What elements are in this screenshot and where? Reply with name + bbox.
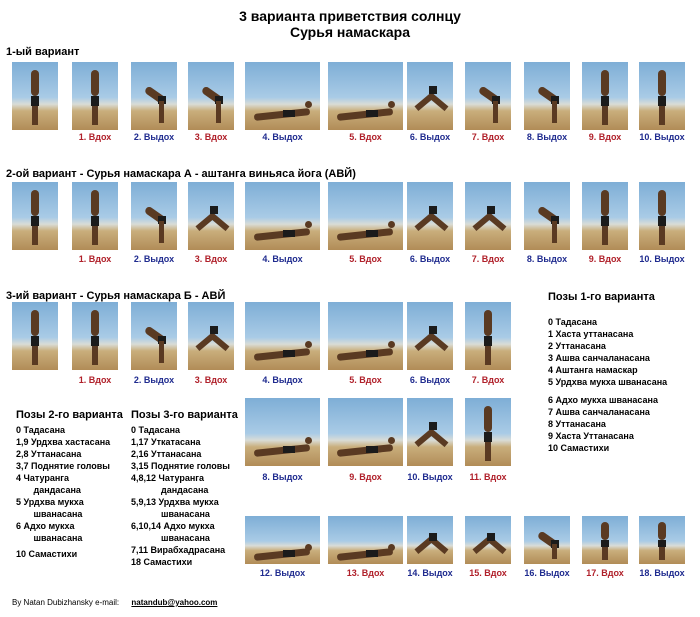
pose-caption: 10. Выдох — [407, 472, 453, 482]
pose-caption: 5. Вдох — [349, 254, 382, 264]
list-item: 18 Самастихи — [131, 557, 193, 567]
pose-caption: 4. Выдох — [262, 375, 303, 385]
pose-caption: 8. Выдох — [526, 254, 568, 264]
pose-caption: 8. Выдох — [262, 472, 303, 482]
pose-caption: 7. Вдох — [471, 254, 505, 264]
pose-caption: 7. Вдох — [471, 375, 505, 385]
list-item: 10 Самастихи — [16, 549, 78, 559]
pose-caption: 9. Вдох — [588, 132, 622, 142]
pose-photo — [582, 182, 628, 250]
pose-photo — [245, 182, 320, 250]
pose-photo — [639, 516, 685, 564]
list-item: 6,10,14 Адхо мукха — [131, 521, 215, 531]
list-item: шванасана — [16, 533, 83, 543]
pose-photo — [639, 62, 685, 130]
section-3-title: 3-ий вариант - Сурья намаскара Б - АВЙ — [6, 290, 226, 302]
pose-photo — [465, 398, 511, 466]
pose-photo — [245, 62, 320, 130]
pose-caption: 4. Выдох — [262, 132, 303, 142]
list-variant-1 — [548, 290, 667, 454]
pose-photo — [245, 516, 320, 564]
list-item: 5 Урдхва мукха — [16, 497, 84, 507]
pose-photo — [12, 182, 58, 250]
pose-photo — [407, 516, 453, 564]
pose-photo — [407, 62, 453, 130]
list-item: дандасана — [16, 485, 81, 495]
pose-caption: 9. Вдох — [349, 472, 382, 482]
pose-caption: 2. Выдох — [133, 375, 175, 385]
pose-caption: 14. Выдох — [407, 568, 453, 578]
list-variant-2 — [16, 408, 123, 560]
section-1-title: 1-ый вариант — [6, 46, 80, 58]
pose-photo — [582, 516, 628, 564]
list-variant-2-heading: Позы 2-го варианта — [16, 409, 123, 421]
list-item: 10 Самастихи — [548, 443, 610, 453]
list-item: 4 Чатуранга — [16, 473, 70, 483]
pose-caption: 13. Вдох — [346, 568, 385, 578]
pose-photo — [465, 182, 511, 250]
list-item: 6 Адхо мукха — [16, 521, 75, 531]
list-item: 2,16 Уттанасана — [131, 449, 202, 459]
pose-photo — [407, 398, 453, 466]
pose-caption: 1. Вдох — [78, 254, 112, 264]
pose-caption: 16. Выдох — [524, 568, 570, 578]
pose-photo — [12, 62, 58, 130]
list-item: 1 Хаста уттанасана — [548, 329, 634, 339]
pose-photo — [12, 302, 58, 370]
list-item: 7 Ашва санчаланасана — [548, 407, 650, 417]
pose-photo — [245, 302, 320, 370]
pose-caption: 1. Вдох — [78, 375, 112, 385]
list-item: 5,9,13 Урдхва мукха — [131, 497, 219, 507]
list-item: 0 Тадасана — [16, 425, 66, 435]
pose-caption: 17. Вдох — [586, 568, 624, 578]
pose-photo — [328, 398, 403, 466]
pose-caption: 1. Вдох — [78, 132, 112, 142]
pose-caption: 3. Вдох — [194, 375, 228, 385]
pose-photo — [465, 62, 511, 130]
pose-photo — [328, 516, 403, 564]
title-line2: Сурья намаскара — [289, 24, 411, 40]
pose-photo — [188, 182, 234, 250]
pose-photo — [639, 182, 685, 250]
pose-photo — [524, 62, 570, 130]
pose-photo — [524, 182, 570, 250]
list-item: 8 Уттанасана — [548, 419, 606, 429]
pose-photo — [245, 398, 320, 466]
title-line1: 3 варианта приветствия солнцу — [239, 8, 461, 24]
pose-photo — [188, 302, 234, 370]
pose-photo — [328, 62, 403, 130]
footer-author: By Natan Dubizhansky e-mail: — [12, 598, 120, 607]
pose-caption: 5. Вдох — [349, 132, 382, 142]
pose-caption: 8. Выдох — [526, 132, 568, 142]
list-variant-1-heading: Позы 1-го варианта — [548, 291, 655, 303]
list-item: 5 Урдхва мукха шванасана — [548, 377, 668, 387]
list-item: дандасана — [131, 485, 209, 495]
list-item: 1,17 Уткатасана — [131, 437, 201, 447]
pose-caption: 10. Выдох — [639, 132, 685, 142]
pose-photo — [188, 62, 234, 130]
pose-caption: 12. Выдох — [259, 568, 306, 578]
pose-caption: 18. Выдох — [639, 568, 685, 578]
pose-caption: 15. Вдох — [469, 568, 507, 578]
list-item: 1,9 Урдхва хастасана — [16, 437, 111, 447]
pose-caption: 6. Выдох — [409, 254, 451, 264]
list-item: 2 Уттанасана — [548, 341, 606, 351]
list-item: 6 Адхо мукха шванасана — [548, 395, 658, 405]
pose-photo — [72, 182, 118, 250]
pose-photo — [465, 516, 511, 564]
pose-photo — [328, 302, 403, 370]
list-variant-3-heading: Позы 3-го варианта — [131, 409, 238, 421]
pose-photo — [407, 302, 453, 370]
pose-photo — [582, 62, 628, 130]
pose-photo — [407, 182, 453, 250]
list-item: 0 Тадасана — [548, 317, 598, 327]
pose-photo — [72, 62, 118, 130]
pose-caption: 9. Вдох — [588, 254, 622, 264]
pose-photo — [465, 302, 511, 370]
pose-photo — [72, 302, 118, 370]
pose-photo — [328, 182, 403, 250]
list-item: 9 Хаста Уттанасана — [548, 431, 634, 441]
list-item: шванасана — [131, 533, 210, 543]
list-item: 0 Тадасана — [131, 425, 181, 435]
pose-caption: 2. Выдох — [133, 132, 175, 142]
list-item: 3,15 Поднятие головы — [131, 461, 230, 471]
pose-caption: 10. Выдох — [639, 254, 685, 264]
list-item: шванасана — [131, 509, 210, 519]
list-item: 2,8 Уттанасана — [16, 449, 82, 459]
pose-caption: 7. Вдох — [471, 132, 505, 142]
pose-photo — [524, 516, 570, 564]
pose-caption: 3. Вдох — [194, 254, 228, 264]
pose-photo — [131, 182, 177, 250]
list-item: 4 Аштанга намаскар — [548, 365, 638, 375]
pose-caption: 4. Выдох — [262, 254, 303, 264]
pose-caption: 5. Вдох — [349, 375, 382, 385]
footer — [12, 598, 217, 607]
pose-caption: 11. Вдох — [469, 472, 507, 482]
list-item: 4,8,12 Чатуранга — [131, 473, 205, 483]
list-variant-3 — [131, 408, 238, 568]
list-item: 3 Ашва санчаланасана — [548, 353, 650, 363]
list-item: 3,7 Поднятие головы — [16, 461, 110, 471]
pose-caption: 2. Выдох — [133, 254, 175, 264]
pose-caption: 6. Выдох — [409, 375, 451, 385]
pose-photo — [131, 302, 177, 370]
pose-photo — [131, 62, 177, 130]
email-link[interactable]: natandub@yahoo.com — [131, 598, 218, 607]
pose-caption: 6. Выдох — [409, 132, 451, 142]
section-2-title: 2-ой вариант - Сурья намаскара А - аштанга виньяса йога (АВЙ) — [6, 168, 356, 180]
list-item: 7,11 Вирабхадрасана — [131, 545, 226, 555]
pose-caption: 3. Вдох — [194, 132, 228, 142]
list-item: шванасана — [16, 509, 83, 519]
